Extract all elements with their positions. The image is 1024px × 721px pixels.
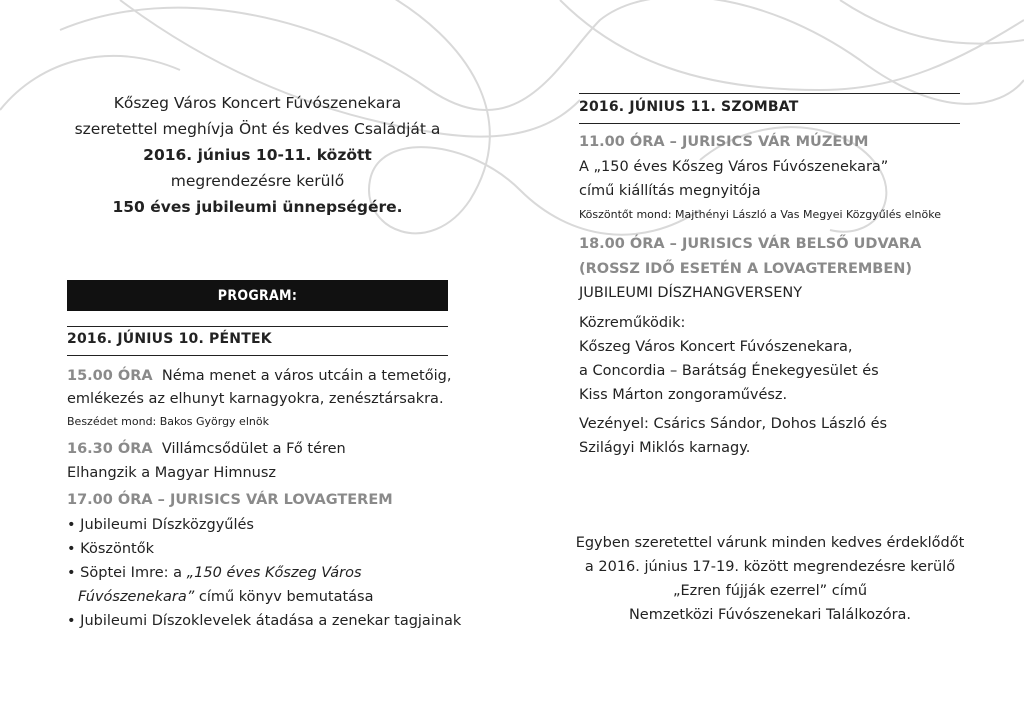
event-time: 16.30 ÓRA bbox=[67, 441, 153, 457]
event-text: A „150 éves Kőszeg Város Fúvószenekara” bbox=[579, 159, 889, 175]
invitation-intro bbox=[67, 90, 448, 220]
event-heading: 18.00 ÓRA – JURISICS VÁR BELSŐ UDVARA bbox=[579, 236, 922, 252]
event-title: JUBILEUMI DÍSZHANGVERSENY bbox=[579, 285, 803, 301]
event-time: 15.00 ÓRA bbox=[67, 368, 153, 384]
list-item: • Jubileumi Díszközgyűlés bbox=[67, 517, 254, 533]
event-heading: 11.00 ÓRA – JURISICS VÁR MÚZEUM bbox=[579, 134, 869, 150]
day2-heading: 2016. JÚNIUS 11. SZOMBAT bbox=[579, 99, 799, 115]
list-item: • Jubileumi Díszoklevelek átadása a zenekar tagjainak bbox=[67, 613, 462, 629]
outro-line: „Ezren fújják ezerrel” című bbox=[672, 583, 868, 599]
event-text: Elhangzik a Magyar Himnusz bbox=[67, 465, 277, 481]
program-banner: PROGRAM: bbox=[67, 280, 448, 311]
event-heading: 17.00 ÓRA – JURISICS VÁR LOVAGTEREM bbox=[67, 492, 393, 508]
event-text: Kőszeg Város Koncert Fúvószenekara, bbox=[579, 339, 853, 355]
event-text: Közreműködik: bbox=[579, 315, 686, 331]
list-item-text: című könyv bemutatása bbox=[194, 589, 374, 605]
list-item-cont bbox=[78, 585, 374, 609]
day1-heading: 2016. JÚNIUS 10. PÉNTEK bbox=[67, 331, 272, 347]
intro-date: 2016. június 10-11. között bbox=[143, 146, 372, 164]
book-title: Fúvószenekara” bbox=[78, 589, 195, 605]
event-text: a Concordia – Barátság Énekegyesület és bbox=[579, 363, 879, 379]
event-text: Vezényel: Csárics Sándor, Dohos László és bbox=[579, 416, 888, 432]
event-line bbox=[67, 437, 346, 461]
divider bbox=[67, 326, 448, 327]
event-text: Villámcsődület a Fő téren bbox=[161, 441, 346, 457]
event-note: Köszöntőt mond: Majthényi László a Vas Megyei Közgyűlés elnöke bbox=[579, 208, 941, 221]
event-text: című kiállítás megnyitója bbox=[579, 183, 761, 199]
event-text: Néma menet a város utcáin a temetőig, bbox=[161, 368, 452, 384]
event-text: emlékezés az elhunyt karnagyokra, zenésztársakra. bbox=[67, 391, 444, 407]
event-text: Szilágyi Miklós karnagy. bbox=[579, 440, 751, 456]
list-item: • Köszöntők bbox=[67, 541, 154, 557]
intro-line: Kőszeg Város Koncert Fúvószenekara bbox=[113, 94, 402, 112]
intro-line: megrendezésre kerülő bbox=[170, 172, 345, 190]
list-item bbox=[67, 561, 362, 585]
divider bbox=[67, 355, 448, 356]
list-item-text: • Söptei Imre: a bbox=[67, 565, 187, 581]
event-note: Beszédet mond: Bakos György elnök bbox=[67, 415, 269, 428]
divider bbox=[579, 93, 960, 94]
outro-line: Egyben szeretettel várunk minden kedves érdeklődőt bbox=[575, 535, 965, 551]
event-heading: (ROSSZ IDŐ ESETÉN A LOVAGTEREMBEN) bbox=[579, 261, 913, 277]
intro-line: szeretettel meghívja Önt és kedves Családját a bbox=[74, 120, 441, 138]
intro-occasion: 150 éves jubileumi ünnepségére. bbox=[112, 198, 403, 216]
event-line bbox=[67, 364, 451, 388]
outro-line: Nemzetközi Fúvószenekari Találkozóra. bbox=[628, 607, 912, 623]
event-text: Kiss Márton zongoraművész. bbox=[579, 387, 788, 403]
divider bbox=[579, 123, 960, 124]
book-title: „150 éves Kőszeg Város bbox=[186, 565, 362, 581]
closing-invitation bbox=[570, 531, 970, 627]
outro-line: a 2016. június 17-19. között megrendezésre kerülő bbox=[584, 559, 956, 575]
